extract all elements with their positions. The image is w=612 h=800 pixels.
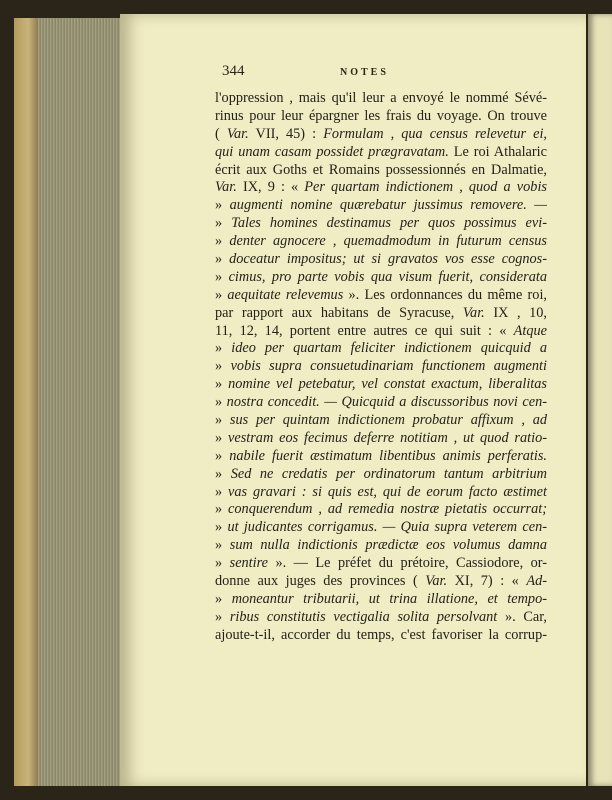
text-line	[215, 484, 547, 502]
text-segment: »	[215, 483, 229, 500]
text-line	[215, 555, 547, 573]
italic-text-segment: ribus constitutis vectigalia solita persolvant	[229, 608, 498, 625]
italic-text-segment: Tales homines destinamus per quos possimus evi-	[231, 215, 547, 232]
text-segment: »	[215, 394, 227, 411]
text-segment: »	[215, 233, 230, 250]
italic-text-segment: vas gravari : si quis est, qui de eorum facto æstimet	[228, 483, 548, 500]
text-segment: IX, 9 : «	[236, 179, 305, 196]
text-line	[215, 215, 547, 233]
italic-text-segment: qui unam casam possidet prægravatam.	[215, 143, 449, 160]
text-line	[215, 233, 547, 251]
text-segment: »	[215, 251, 230, 268]
text-segment: »	[215, 590, 232, 607]
text-line	[215, 573, 547, 591]
text-line	[215, 430, 547, 448]
text-segment: ». Les ordonnances du même roi,	[343, 286, 547, 303]
italic-text-segment: denter agnocere , quemadmodum in futurum census	[229, 233, 547, 250]
text-segment: »	[215, 501, 229, 518]
italic-text-segment: Var.	[215, 179, 237, 196]
text-line	[215, 627, 547, 645]
text-segment: écrit aux Goths et Romains possessionnés en Dalmatie,	[215, 161, 547, 178]
text-segment: »	[215, 412, 230, 429]
italic-text-segment: vobis supra consuetudinariam functionem augmenti	[230, 358, 547, 375]
italic-text-segment: Var.	[226, 125, 249, 142]
text-line	[215, 305, 547, 323]
text-line	[215, 251, 547, 269]
text-segment: »	[215, 340, 232, 357]
text-line	[215, 144, 547, 162]
text-line	[215, 394, 547, 412]
text-line	[215, 287, 547, 305]
running-head: NOTES	[340, 67, 389, 78]
text-segment: ». Car,	[497, 608, 547, 625]
text-segment: »	[215, 519, 228, 536]
text-segment: »	[215, 215, 232, 232]
italic-text-segment: conquerendum , ad remedia nostræ pietatis occurrat;	[228, 501, 548, 518]
text-segment: »	[215, 268, 229, 285]
text-line	[215, 197, 547, 215]
text-line	[215, 323, 547, 341]
italic-text-segment: sentire	[229, 555, 269, 572]
italic-text-segment: nabile fuerit æstimatum libentibus animis perferatis.	[229, 447, 547, 464]
text-line	[215, 537, 547, 555]
text-segment: par rapport aux habitans de Syracuse,	[215, 304, 463, 321]
text-line	[215, 501, 547, 519]
italic-text-segment: Sed ne credatis per ordinatorum tantum arbitrium	[230, 465, 547, 482]
italic-text-segment: nostra concedit. — Quicquid a discussoribus novi cen-	[226, 394, 547, 411]
text-segment: donne aux juges des provinces (	[215, 573, 426, 590]
italic-text-segment: sum nulla indictionis prædictæ eos volumus damna	[229, 537, 547, 554]
text-segment: »	[215, 376, 229, 393]
text-segment: Le roi Athalaric	[448, 143, 547, 160]
text-line	[215, 179, 547, 197]
text-segment: »	[215, 537, 230, 554]
italic-text-segment: nomine vel petebatur, vel constat exactum, liberalitas	[228, 376, 547, 393]
italic-text-segment: vestram eos fecimus deferre notitiam , ut quod ratio-	[228, 429, 547, 446]
text-line	[215, 358, 547, 376]
italic-text-segment: ideo per quartam feliciter indictionem quicquid a	[231, 340, 547, 357]
italic-text-segment: Per quartam indictionem , quod a vobis	[304, 179, 547, 196]
text-line	[215, 519, 547, 537]
text-line	[215, 108, 547, 126]
text-line	[215, 609, 547, 627]
text-line	[215, 466, 547, 484]
text-segment: »	[215, 465, 231, 482]
page-body-text	[215, 90, 547, 645]
text-segment: l'oppression , mais qu'il leur a envoyé le nommé Sévé-	[215, 90, 547, 106]
italic-text-segment: sus per quintam indictionem probatur affixum , ad	[229, 412, 548, 429]
italic-text-segment: Var.	[462, 304, 485, 321]
text-segment: XI, 7) : «	[447, 573, 527, 590]
book-cover-edge	[14, 18, 38, 786]
text-segment: 11, 12, 14, portent entre autres ce qui suit : «	[215, 322, 514, 339]
italic-text-segment: Atque	[513, 322, 547, 339]
text-segment: »	[215, 197, 230, 214]
text-line	[215, 90, 547, 108]
text-segment: »	[215, 358, 231, 375]
text-segment: ». — Le préfet du prétoire, Cassiodore, or-	[268, 555, 547, 572]
text-segment: »	[215, 447, 230, 464]
text-segment: ajoute-t-il, accorder du temps, c'est favoriser la corrup-	[215, 626, 547, 643]
text-line	[215, 126, 547, 144]
text-line	[215, 162, 547, 180]
text-line	[215, 376, 547, 394]
text-segment: IX , 10,	[484, 304, 547, 321]
italic-text-segment: moneantur tributarii, ut trina illatione, et tempo-	[231, 590, 547, 607]
italic-text-segment: augmenti nomine quærebatur jussimus removere. —	[229, 197, 547, 214]
text-segment: »	[215, 429, 228, 446]
text-line	[215, 340, 547, 358]
italic-text-segment: ut judicantes corrigamus. — Quia supra veterem cen-	[227, 519, 547, 536]
page-number: 344	[222, 63, 245, 79]
italic-text-segment: aequitate relevemus	[227, 286, 344, 303]
italic-text-segment: Ad-	[526, 573, 547, 590]
italic-text-segment: Var.	[425, 573, 448, 590]
text-segment: »	[215, 286, 228, 303]
facing-page-edge	[588, 14, 612, 786]
italic-text-segment: Formulam , qua census relevetur ei,	[323, 125, 547, 142]
text-line	[215, 591, 547, 609]
text-segment: rinus pour leur épargner les frais du voyage. On trouve	[215, 107, 547, 124]
text-segment: »	[215, 608, 230, 625]
text-segment: (	[215, 125, 227, 142]
text-segment: VII, 45) :	[248, 125, 324, 142]
text-line	[215, 269, 547, 287]
text-line	[215, 412, 547, 430]
text-line	[215, 448, 547, 466]
text-segment: »	[215, 555, 230, 572]
italic-text-segment: doceatur impositus; ut si gravatos vos esse cognos-	[229, 251, 547, 268]
italic-text-segment: cimus, pro parte vobis qua visum fuerit, considerata	[228, 268, 547, 285]
